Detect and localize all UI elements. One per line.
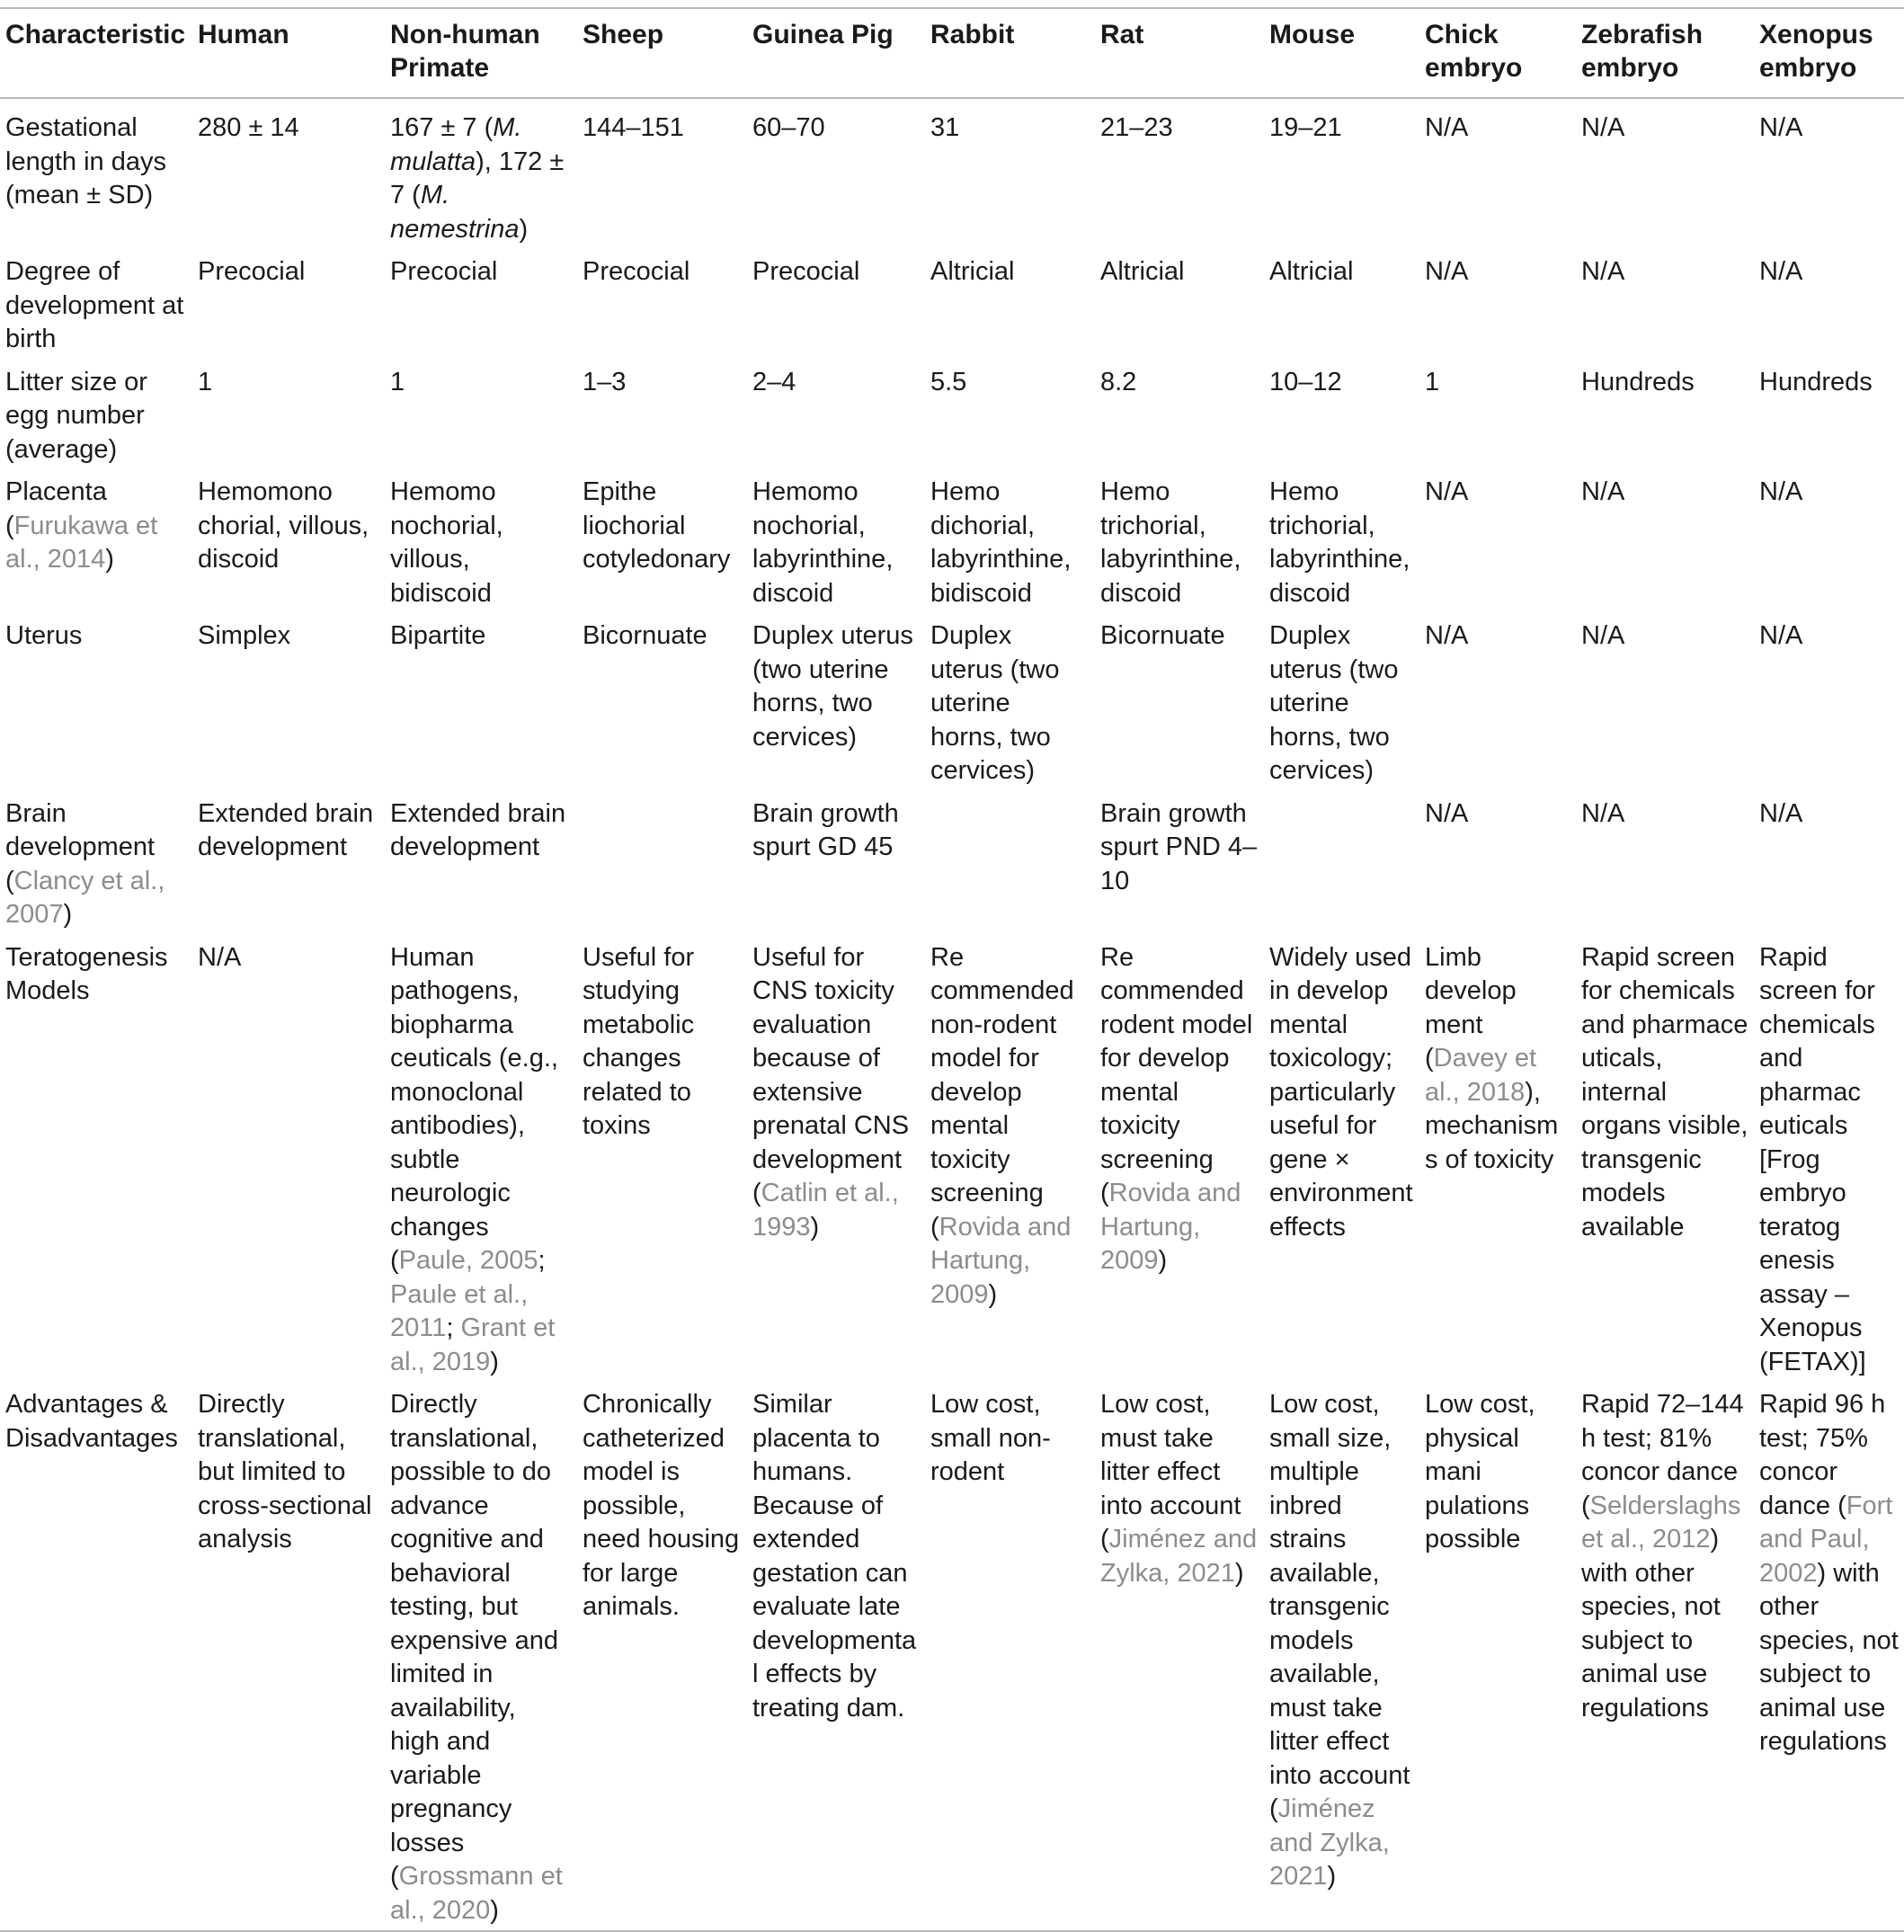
table-cell-zebrafish-embryo	[1576, 613, 1754, 791]
row-label	[0, 791, 192, 935]
table-cell-zebrafish-embryo	[1576, 360, 1754, 470]
cell-text: 1	[390, 367, 405, 396]
table-row	[0, 613, 1904, 791]
row-label	[0, 935, 192, 1383]
table-cell-guinea-pig	[747, 791, 925, 935]
cell-text: )	[988, 1279, 998, 1309]
cell-text: Advantages & Disadvantages	[5, 1390, 178, 1453]
cell-text: 144–151	[583, 113, 684, 142]
cell-text: 10–12	[1269, 367, 1342, 396]
table-cell-guinea-pig	[747, 249, 925, 360]
table-cell-xenopus-embryo	[1754, 935, 1904, 1383]
cell-text: Bicornuate	[1100, 621, 1225, 650]
cell-text: 2–4	[752, 367, 796, 396]
cell-text: Hemomo nochorial, villous, bidiscoid	[390, 477, 503, 608]
table-cell-xenopus-embryo	[1754, 469, 1904, 613]
table-row	[0, 360, 1904, 470]
cell-text: Low cost, small size, multiple inbred strains available, transgenic models available, must take litter effect into account (	[1269, 1390, 1410, 1823]
table-cell-human	[192, 249, 385, 360]
table-row	[0, 469, 1904, 613]
citation-reference: Clancy et al., 2007	[5, 866, 165, 929]
cell-text: Rapid 96 h test; 75% concor dance (	[1759, 1390, 1886, 1520]
table-cell-xenopus-embryo	[1754, 791, 1904, 935]
citation-reference: Fort and Paul, 2002	[1759, 1491, 1893, 1588]
cell-text: )	[810, 1212, 820, 1242]
column-header-non-human-primate: Non-human Primate	[390, 20, 540, 83]
table-cell-human	[192, 98, 385, 249]
table-cell-rat	[1095, 791, 1264, 935]
cell-text: )	[490, 1347, 499, 1376]
cell-text: Rapid screen for chemicals and pharmace uticals, internal organs visible, transgenic models available	[1581, 942, 1748, 1242]
citation-reference: Selderslaghs et al., 2012	[1581, 1491, 1741, 1554]
cell-text: Bipartite	[390, 621, 486, 650]
cell-text: Precocial	[583, 257, 690, 286]
table-cell-sheep	[577, 469, 747, 613]
cell-text: ;	[538, 1246, 546, 1275]
table-cell-rat	[1095, 613, 1264, 791]
cell-text: Hemomono chorial, villous, discoid	[198, 477, 369, 574]
table-cell-chick-embryo	[1419, 98, 1576, 249]
cell-text: ), 172 ± 7 (	[390, 147, 565, 209]
citation-reference: Grant et al., 2019	[390, 1313, 556, 1376]
table-cell-mouse	[1264, 469, 1419, 613]
cell-text: Useful for studying metabolic changes related to toxins	[583, 942, 695, 1140]
cell-text: 31	[930, 113, 960, 142]
column-header-xenopus-embryo: Xenopus embryo	[1759, 20, 1873, 83]
table-cell-sheep	[577, 249, 747, 360]
cell-text: 1	[198, 367, 213, 396]
column-header-zebrafish-embryo: Zebrafish embryo	[1581, 20, 1704, 83]
cell-text: Simplex	[198, 621, 291, 650]
cell-text: 19–21	[1269, 113, 1342, 142]
cell-text: Duplex uterus (two uterine horns, two cervices)	[930, 621, 1060, 785]
cell-text: Useful for CNS toxicity evaluation because of extensive prenatal CNS development (	[752, 942, 910, 1207]
cell-text: Low cost, must take litter effect into account (	[1100, 1390, 1241, 1554]
table-row	[0, 791, 1904, 935]
table-cell-non-human-primate	[385, 360, 577, 470]
table-body	[0, 98, 1904, 1931]
cell-text: )	[63, 900, 73, 929]
table-cell-guinea-pig	[747, 98, 925, 249]
cell-text: Chronically catheterized model is possible, need housing for large animals.	[583, 1390, 740, 1621]
cell-text: N/A	[1425, 621, 1469, 650]
cell-text: Uterus	[5, 621, 83, 650]
cell-text: Precocial	[752, 257, 860, 286]
row-label	[0, 249, 192, 360]
cell-text: N/A	[1425, 113, 1469, 142]
table-cell-sheep	[577, 360, 747, 470]
table-cell-zebrafish-embryo	[1576, 249, 1754, 360]
column-header-rat: Rat	[1100, 20, 1144, 49]
table-header-row	[0, 8, 1904, 98]
table-cell-mouse	[1264, 791, 1419, 935]
cell-text: )	[519, 214, 529, 244]
cell-text: Teratogenesis Models	[5, 942, 168, 1005]
cell-text: N/A	[1759, 257, 1803, 286]
table-cell-human	[192, 469, 385, 613]
table-cell-rat	[1095, 935, 1264, 1383]
cell-text: Hemo trichorial, labyrinthine, discoid	[1100, 477, 1241, 608]
cell-text: Brain growth spurt GD 45	[752, 798, 899, 861]
cell-text: N/A	[1759, 798, 1803, 828]
cell-text: N/A	[1581, 621, 1625, 650]
table-cell-mouse	[1264, 98, 1419, 249]
column-header-rabbit: Rabbit	[930, 20, 1015, 49]
table-cell-mouse	[1264, 1382, 1419, 1931]
table-cell-human	[192, 613, 385, 791]
table-cell-human	[192, 1382, 385, 1931]
cell-text: )	[105, 545, 114, 574]
cell-text: 1–3	[583, 367, 627, 396]
table-cell-mouse	[1264, 613, 1419, 791]
table-cell-chick-embryo	[1419, 249, 1576, 360]
table-cell-chick-embryo	[1419, 469, 1576, 613]
citation-reference: Grossmann et al., 2020	[390, 1862, 563, 1925]
table-cell-non-human-primate	[385, 249, 577, 360]
table-cell-xenopus-embryo	[1754, 613, 1904, 791]
table-cell-guinea-pig	[747, 1382, 925, 1931]
table-cell-rat	[1095, 1382, 1264, 1931]
table-cell-chick-embryo	[1419, 935, 1576, 1383]
cell-text: N/A	[1759, 113, 1803, 142]
cell-text: Similar placenta to humans. Because of extended gestation can evaluate late developmental effects by treating dam.	[752, 1390, 917, 1723]
cell-text: Hundreds	[1581, 367, 1695, 396]
cell-text: 60–70	[752, 113, 825, 142]
cell-text: )	[1327, 1862, 1337, 1891]
column-header-mouse: Mouse	[1269, 20, 1356, 49]
cell-text: Directly translational, but limited to cross-sectional analysis	[198, 1390, 372, 1554]
table-cell-sheep	[577, 1382, 747, 1931]
species-name: M. nemestrina	[390, 181, 520, 244]
table-cell-non-human-primate	[385, 935, 577, 1383]
cell-text: Hemo dichorial, labyrinthine, bidiscoid	[930, 477, 1072, 608]
table-cell-guinea-pig	[747, 469, 925, 613]
table-row	[0, 249, 1904, 360]
cell-text: )	[490, 1895, 499, 1925]
table-cell-zebrafish-embryo	[1576, 791, 1754, 935]
cell-text: Epithe liochorial cotyledonary	[583, 477, 731, 574]
row-label	[0, 98, 192, 249]
row-label	[0, 360, 192, 470]
citation-reference: Rovida and Hartung, 2009	[1100, 1179, 1241, 1275]
citation-reference: Paule, 2005	[398, 1246, 538, 1275]
cell-text: Re commended non-rodent model for develop mental toxicity screening (	[930, 942, 1074, 1242]
cell-text: Brain growth spurt PND 4–10	[1100, 798, 1258, 895]
table-cell-sheep	[577, 935, 747, 1383]
table-cell-non-human-primate	[385, 613, 577, 791]
table-cell-zebrafish-embryo	[1576, 469, 1754, 613]
cell-text: Altricial	[1269, 257, 1354, 286]
table-cell-rabbit	[925, 613, 1095, 791]
column-header-guinea-pig: Guinea Pig	[752, 20, 894, 49]
cell-text: Hemomo nochorial, labyrinthine, discoid	[752, 477, 894, 608]
cell-text: Altricial	[930, 257, 1015, 286]
cell-text: )	[1158, 1246, 1168, 1275]
table-cell-guinea-pig	[747, 360, 925, 470]
table-cell-chick-embryo	[1419, 360, 1576, 470]
cell-text: Hundreds	[1759, 367, 1873, 396]
table-cell-rabbit	[925, 1382, 1095, 1931]
cell-text: N/A	[1581, 257, 1625, 286]
table-cell-rabbit	[925, 935, 1095, 1383]
table-cell-sheep	[577, 613, 747, 791]
table-cell-rabbit	[925, 249, 1095, 360]
citation-reference: Rovida and Hartung, 2009	[930, 1212, 1072, 1309]
table-cell-chick-embryo	[1419, 1382, 1576, 1931]
table-cell-mouse	[1264, 360, 1419, 470]
table-row	[0, 935, 1904, 1383]
table-cell-xenopus-embryo	[1754, 249, 1904, 360]
table-row	[0, 1382, 1904, 1931]
cell-text: Precocial	[390, 257, 498, 286]
cell-text: Extended brain development	[198, 798, 374, 861]
table-cell-rabbit	[925, 360, 1095, 470]
cell-text: ) with other species, not subject to animal use regulations	[1759, 1558, 1899, 1756]
cell-text: N/A	[1759, 477, 1803, 506]
species-name: M. mulatta	[390, 113, 522, 176]
cell-text: Rapid 72–144 h test; 81% concor dance (	[1581, 1390, 1744, 1520]
table-cell-guinea-pig	[747, 935, 925, 1383]
cell-text: N/A	[1581, 477, 1625, 506]
cell-text: Low cost, physical mani pulations possible	[1425, 1390, 1535, 1554]
cell-text: Brain development (	[5, 798, 156, 895]
table-row	[0, 98, 1904, 249]
cell-text: Extended brain development	[390, 798, 566, 861]
cell-text: N/A	[1581, 798, 1625, 828]
table-cell-xenopus-embryo	[1754, 1382, 1904, 1931]
cell-text: N/A	[1759, 621, 1803, 650]
table-cell-rat	[1095, 360, 1264, 470]
table-cell-rat	[1095, 249, 1264, 360]
table-cell-human	[192, 791, 385, 935]
cell-text: Low cost, small non-rodent	[930, 1390, 1051, 1486]
citation-reference: Catlin et al., 1993	[752, 1179, 899, 1242]
column-header-sheep: Sheep	[583, 20, 664, 49]
column-header-characteristic: Characteristic	[5, 20, 186, 49]
cell-text: ), mechanisms of toxicity	[1425, 1077, 1559, 1174]
citation-reference: Davey et al., 2018	[1425, 1044, 1537, 1107]
cell-text: 21–23	[1100, 113, 1173, 142]
row-label	[0, 1382, 192, 1931]
table-cell-non-human-primate	[385, 98, 577, 249]
cell-text: Gestational length in days (mean ± SD)	[5, 113, 166, 209]
table-cell-rat	[1095, 469, 1264, 613]
citation-reference: Furukawa et al., 2014	[5, 511, 158, 574]
cell-text: Bicornuate	[583, 621, 707, 650]
cell-text: Directly translational, possible to do advance cognitive and behavioral testing, but expensive and limited in availability, high and variable pregnancy losses (	[390, 1390, 559, 1891]
column-header-chick-embryo: Chick embryo	[1425, 20, 1523, 83]
cell-text: Human pathogens, biopharma ceuticals (e.g., monoclonal antibodies), subtle neurologic changes (	[390, 942, 558, 1275]
table-cell-rat	[1095, 98, 1264, 249]
cell-text: Altricial	[1100, 257, 1185, 286]
table-cell-chick-embryo	[1419, 613, 1576, 791]
table-cell-guinea-pig	[747, 613, 925, 791]
table-cell-non-human-primate	[385, 1382, 577, 1931]
cell-text: ) with other species, not subject to animal use regulations	[1581, 1525, 1721, 1723]
citation-reference: Paule et al., 2011	[390, 1279, 529, 1342]
table-cell-zebrafish-embryo	[1576, 98, 1754, 249]
cell-text: ;	[446, 1313, 461, 1342]
table-cell-human	[192, 935, 385, 1383]
table-cell-sheep	[577, 791, 747, 935]
table-cell-xenopus-embryo	[1754, 98, 1904, 249]
cell-text: Limb develop ment (	[1425, 942, 1517, 1073]
cell-text: N/A	[198, 942, 242, 972]
species-comparison-table-container	[0, 7, 1904, 1932]
cell-text: N/A	[1425, 798, 1469, 828]
citation-reference: Jiménez and Zylka, 2021	[1100, 1525, 1258, 1588]
cell-text: Duplex uterus (two uterine horns, two cervices)	[1269, 621, 1399, 785]
cell-text: Litter size or egg number (average)	[5, 367, 147, 464]
cell-text: 167 ± 7 (	[390, 113, 494, 142]
cell-text: Duplex uterus (two uterine horns, two cervices)	[752, 621, 913, 752]
cell-text: )	[1234, 1558, 1244, 1588]
table-cell-chick-embryo	[1419, 791, 1576, 935]
citation-reference: Jiménez and Zylka, 2021	[1269, 1794, 1390, 1891]
table-cell-rabbit	[925, 469, 1095, 613]
cell-text: 5.5	[930, 367, 967, 396]
table-cell-rabbit	[925, 98, 1095, 249]
table-cell-non-human-primate	[385, 791, 577, 935]
cell-text: N/A	[1425, 257, 1469, 286]
cell-text: Re commended rodent model for develop mental toxicity screening (	[1100, 942, 1253, 1207]
table-cell-mouse	[1264, 935, 1419, 1383]
cell-text: Rapid screen for chemicals and pharmac euticals [Frog embryo teratog enesis assay – Xenopus (FETAX)]	[1759, 942, 1875, 1376]
table-cell-mouse	[1264, 249, 1419, 360]
table-cell-zebrafish-embryo	[1576, 1382, 1754, 1931]
species-comparison-table	[0, 7, 1904, 1932]
cell-text: Widely used in develop mental toxicology; particularly useful for gene × environment effects	[1269, 942, 1413, 1242]
cell-text: 8.2	[1100, 367, 1137, 396]
cell-text: Placenta (	[5, 477, 107, 540]
row-label	[0, 613, 192, 791]
cell-text: N/A	[1425, 477, 1469, 506]
column-header-human: Human	[198, 20, 289, 49]
table-cell-rabbit	[925, 791, 1095, 935]
cell-text: 280 ± 14	[198, 113, 299, 142]
table-cell-zebrafish-embryo	[1576, 935, 1754, 1383]
cell-text: Degree of development at birth	[5, 257, 184, 353]
table-cell-xenopus-embryo	[1754, 360, 1904, 470]
table-cell-non-human-primate	[385, 469, 577, 613]
cell-text: 1	[1425, 367, 1440, 396]
cell-text: Precocial	[198, 257, 306, 286]
cell-text: N/A	[1581, 113, 1625, 142]
table-cell-human	[192, 360, 385, 470]
table-cell-sheep	[577, 98, 747, 249]
row-label	[0, 469, 192, 613]
cell-text: Hemo trichorial, labyrinthine, discoid	[1269, 477, 1410, 608]
